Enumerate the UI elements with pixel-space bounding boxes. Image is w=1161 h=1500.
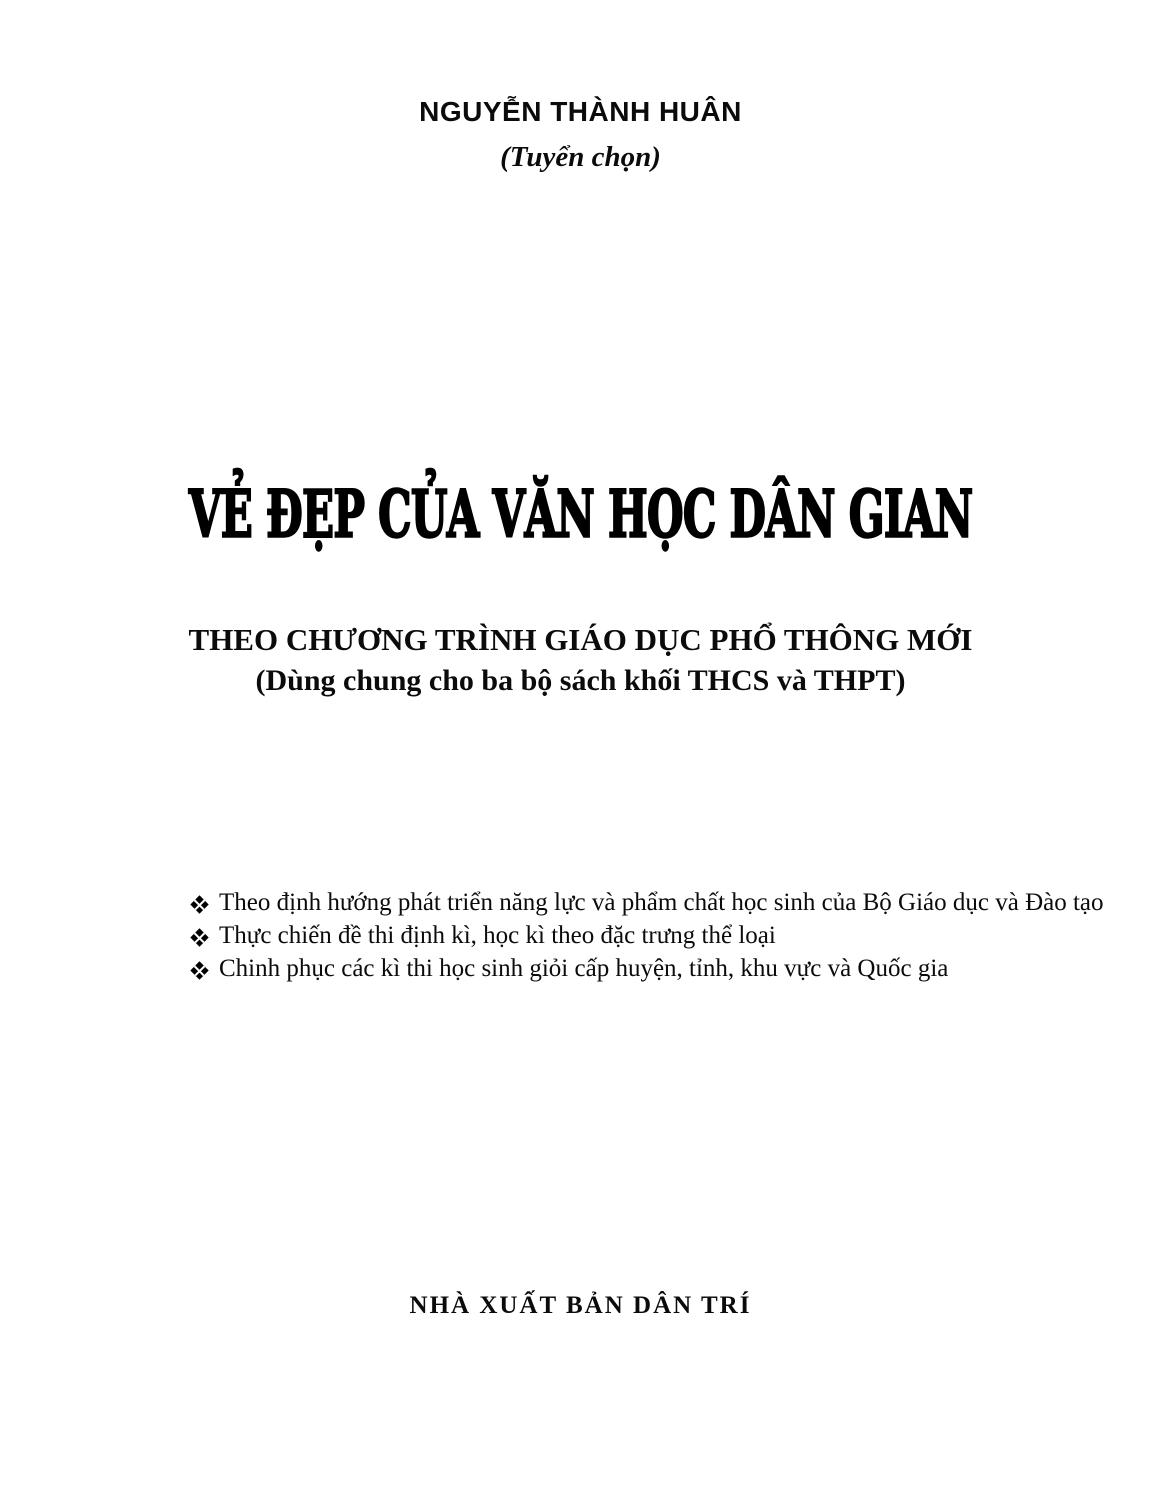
feature-text: Thực chiến đề thi định kì, học kì theo đặc trưng thể loại: [219, 922, 776, 949]
publisher-name: NHÀ XUẤT BẢN DÂN TRÍ: [409, 1292, 752, 1319]
four-diamond-bullet-icon: [190, 895, 208, 913]
author-name: NGUYỄN THÀNH HUÂN: [419, 96, 742, 127]
selection-note: (Tuyển chọn): [500, 141, 661, 173]
feature-item: [193, 919, 1013, 952]
book-title-wrap: [0, 473, 1161, 557]
edition-subtitle-line1: THEO CHƯƠNG TRÌNH GIÁO DỤC PHỔ THÔNG MỚI: [188, 622, 973, 657]
four-diamond-bullet-icon: [190, 961, 208, 979]
edition-subtitle-line2: (Dùng chung cho ba bộ sách khối THCS và THPT): [255, 664, 906, 697]
four-diamond-bullet-icon: [190, 928, 208, 946]
feature-text: Theo định hướng phát triển năng lực và phẩm chất học sinh của Bộ Giáo dục và Đào tạo: [219, 889, 1104, 916]
feature-list: [193, 886, 1104, 985]
book-title: VẺ ĐẸP CỦA VĂN HỌC DÂN GIAN: [188, 477, 973, 553]
feature-text: Chinh phục các kì thi học sinh giỏi cấp huyện, tỉnh, khu vực và Quốc gia: [219, 955, 949, 982]
feature-item: [193, 952, 1013, 985]
feature-item: [193, 886, 1104, 919]
